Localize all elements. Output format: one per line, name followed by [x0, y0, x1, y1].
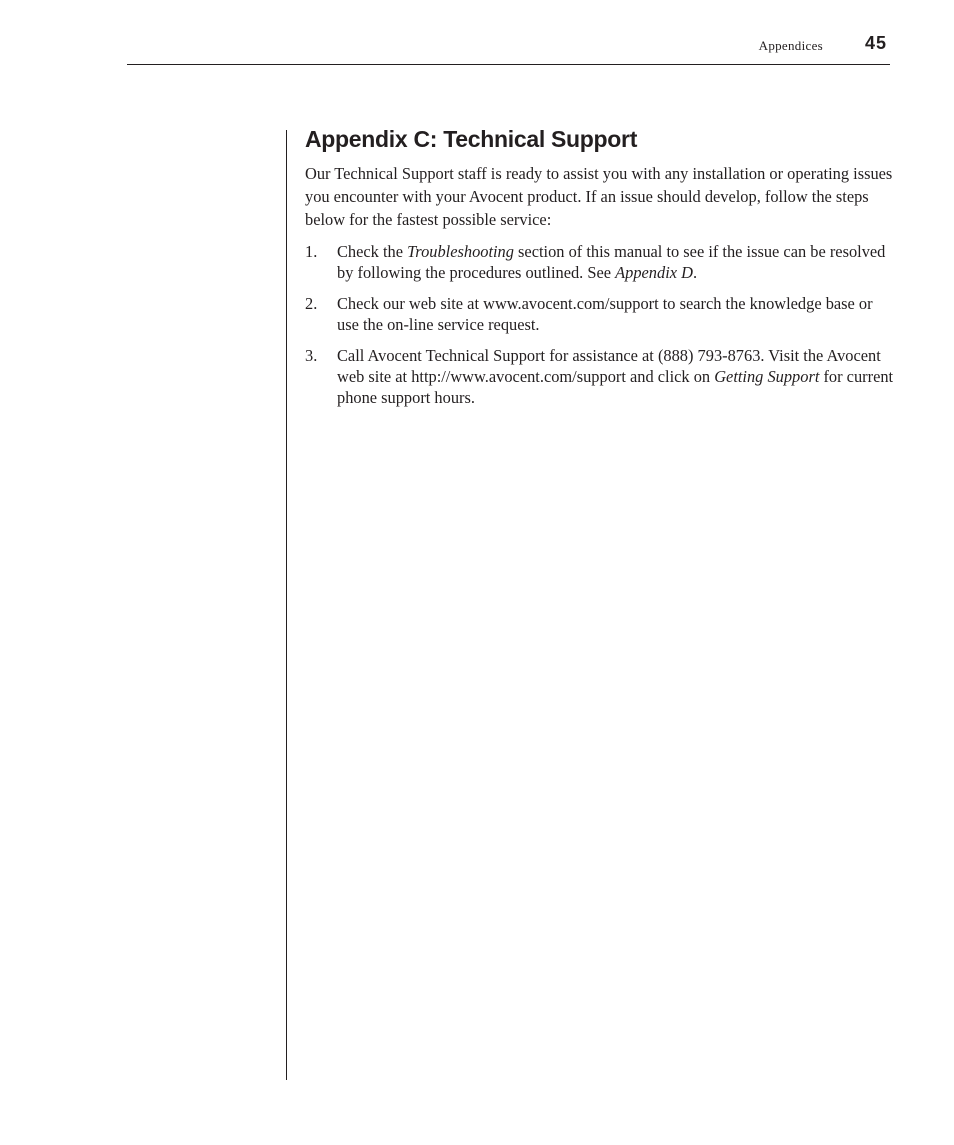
list-item-text: for current phone support hours. [337, 367, 894, 407]
page-number: 45 [864, 33, 887, 53]
list-item-number: 3. [305, 346, 318, 365]
main-content [305, 124, 895, 418]
intro-paragraph: Our Technical Support staff is ready to assist you with any installation or operating issues you encounter with your Avocent product. If an issue should develop, follow the steps below for the fastest possible service: [305, 164, 893, 229]
list-item-text: Call Avocent Technical Support for assistance at (888) 793-8763. Visit the Avocent web site at http://www.avocent.com/support and click on [337, 346, 881, 386]
list-item [305, 345, 895, 408]
page-header [127, 28, 890, 65]
list-item-text: section of this manual to see if the issue can be resolved by following the procedures outlined. See [337, 242, 886, 282]
list-item-text: . [692, 263, 698, 282]
list-item [305, 241, 895, 283]
list-item-emphasis: Getting Support [714, 367, 820, 386]
list-item [305, 293, 895, 335]
list-item-number: 2. [305, 294, 318, 313]
list-item-emphasis: Appendix D [615, 263, 693, 282]
support-steps-list [305, 241, 895, 408]
list-item-number: 1. [305, 242, 318, 261]
page-title: Appendix C: Technical Support [305, 126, 638, 152]
running-head: Appendices [758, 38, 823, 53]
list-item-emphasis: Troubleshooting [407, 242, 514, 261]
list-item-text: Check our web site at www.avocent.com/support to search the knowledge base or use the on-line service request. [337, 294, 873, 334]
list-item-text: Check the [337, 242, 408, 261]
margin-rule [286, 130, 287, 1080]
